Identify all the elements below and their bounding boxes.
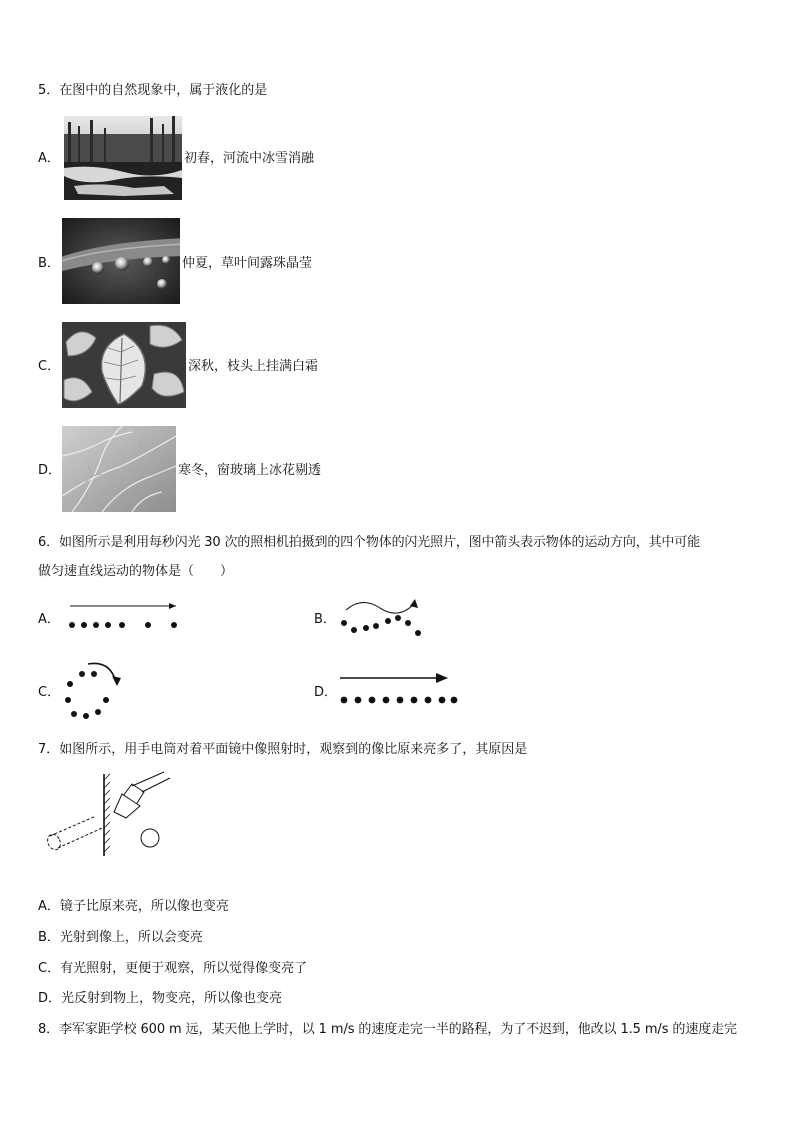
q6-stem-line1: 6．如图所示是利用每秒闪光 30 次的照相机拍摄到的四个物体的闪光照片，图中箭头表示物体的运动方向，其中可能 [38, 535, 700, 550]
q5-stem: 5．在图中的自然现象中，属于液化的是 [38, 83, 268, 98]
q6-figure-d [338, 670, 462, 708]
photo-dew-drops [62, 218, 180, 304]
q5-option-b-letter: B． [38, 256, 60, 271]
photo-frost-leaves [62, 322, 186, 408]
q6-option-c-letter: C． [38, 685, 61, 700]
q5-option-b-text: 仲夏，草叶间露珠晶莹 [182, 256, 313, 271]
q5-option-a-text: 初春，河流中冰雪消融 [184, 151, 315, 166]
q7-stem: 7．如图所示，用手电筒对着平面镜中像照射时，观察到的像比原来亮多了，其原因是 [38, 742, 528, 757]
q6-stem-line2: 做匀速直线运动的物体是（ ） [38, 564, 234, 579]
q8-stem: 8．李军家距学校 600 m 远，某天他上学时，以 1 m/s 的速度走完一半的路程，为了不迟到，他改以 1.5 m/s 的速度走完 [38, 1022, 737, 1037]
q6-option-a-letter: A． [38, 612, 60, 627]
q7-option-b: B．光射到像上，所以会变亮 [38, 930, 203, 945]
q7-option-c: C．有光照射，更便于观察，所以觉得像变亮了 [38, 961, 308, 976]
q5-option-c-text: 深秋，枝头上挂满白霜 [188, 359, 319, 374]
q6-option-b-letter: B． [314, 612, 336, 627]
photo-window-frost [62, 426, 176, 512]
q5-option-d-text: 寒冬，窗玻璃上冰花剔透 [178, 463, 322, 478]
q7-option-d: D．光反射到物上，物变亮，所以像也变亮 [38, 991, 283, 1006]
q5-option-c-letter: C． [38, 359, 61, 374]
q6-option-d-letter: D． [314, 685, 338, 700]
q6-figure-c [60, 658, 130, 722]
q5-option-d-letter: D． [38, 463, 62, 478]
q5-option-a-letter: A． [38, 151, 60, 166]
q7-option-a: A．镜子比原来亮，所以像也变亮 [38, 899, 229, 914]
q6-figure-a [66, 600, 186, 634]
q7-mirror-flashlight-figure [40, 772, 180, 860]
q6-figure-b [336, 596, 426, 640]
photo-river-thaw [64, 116, 182, 200]
